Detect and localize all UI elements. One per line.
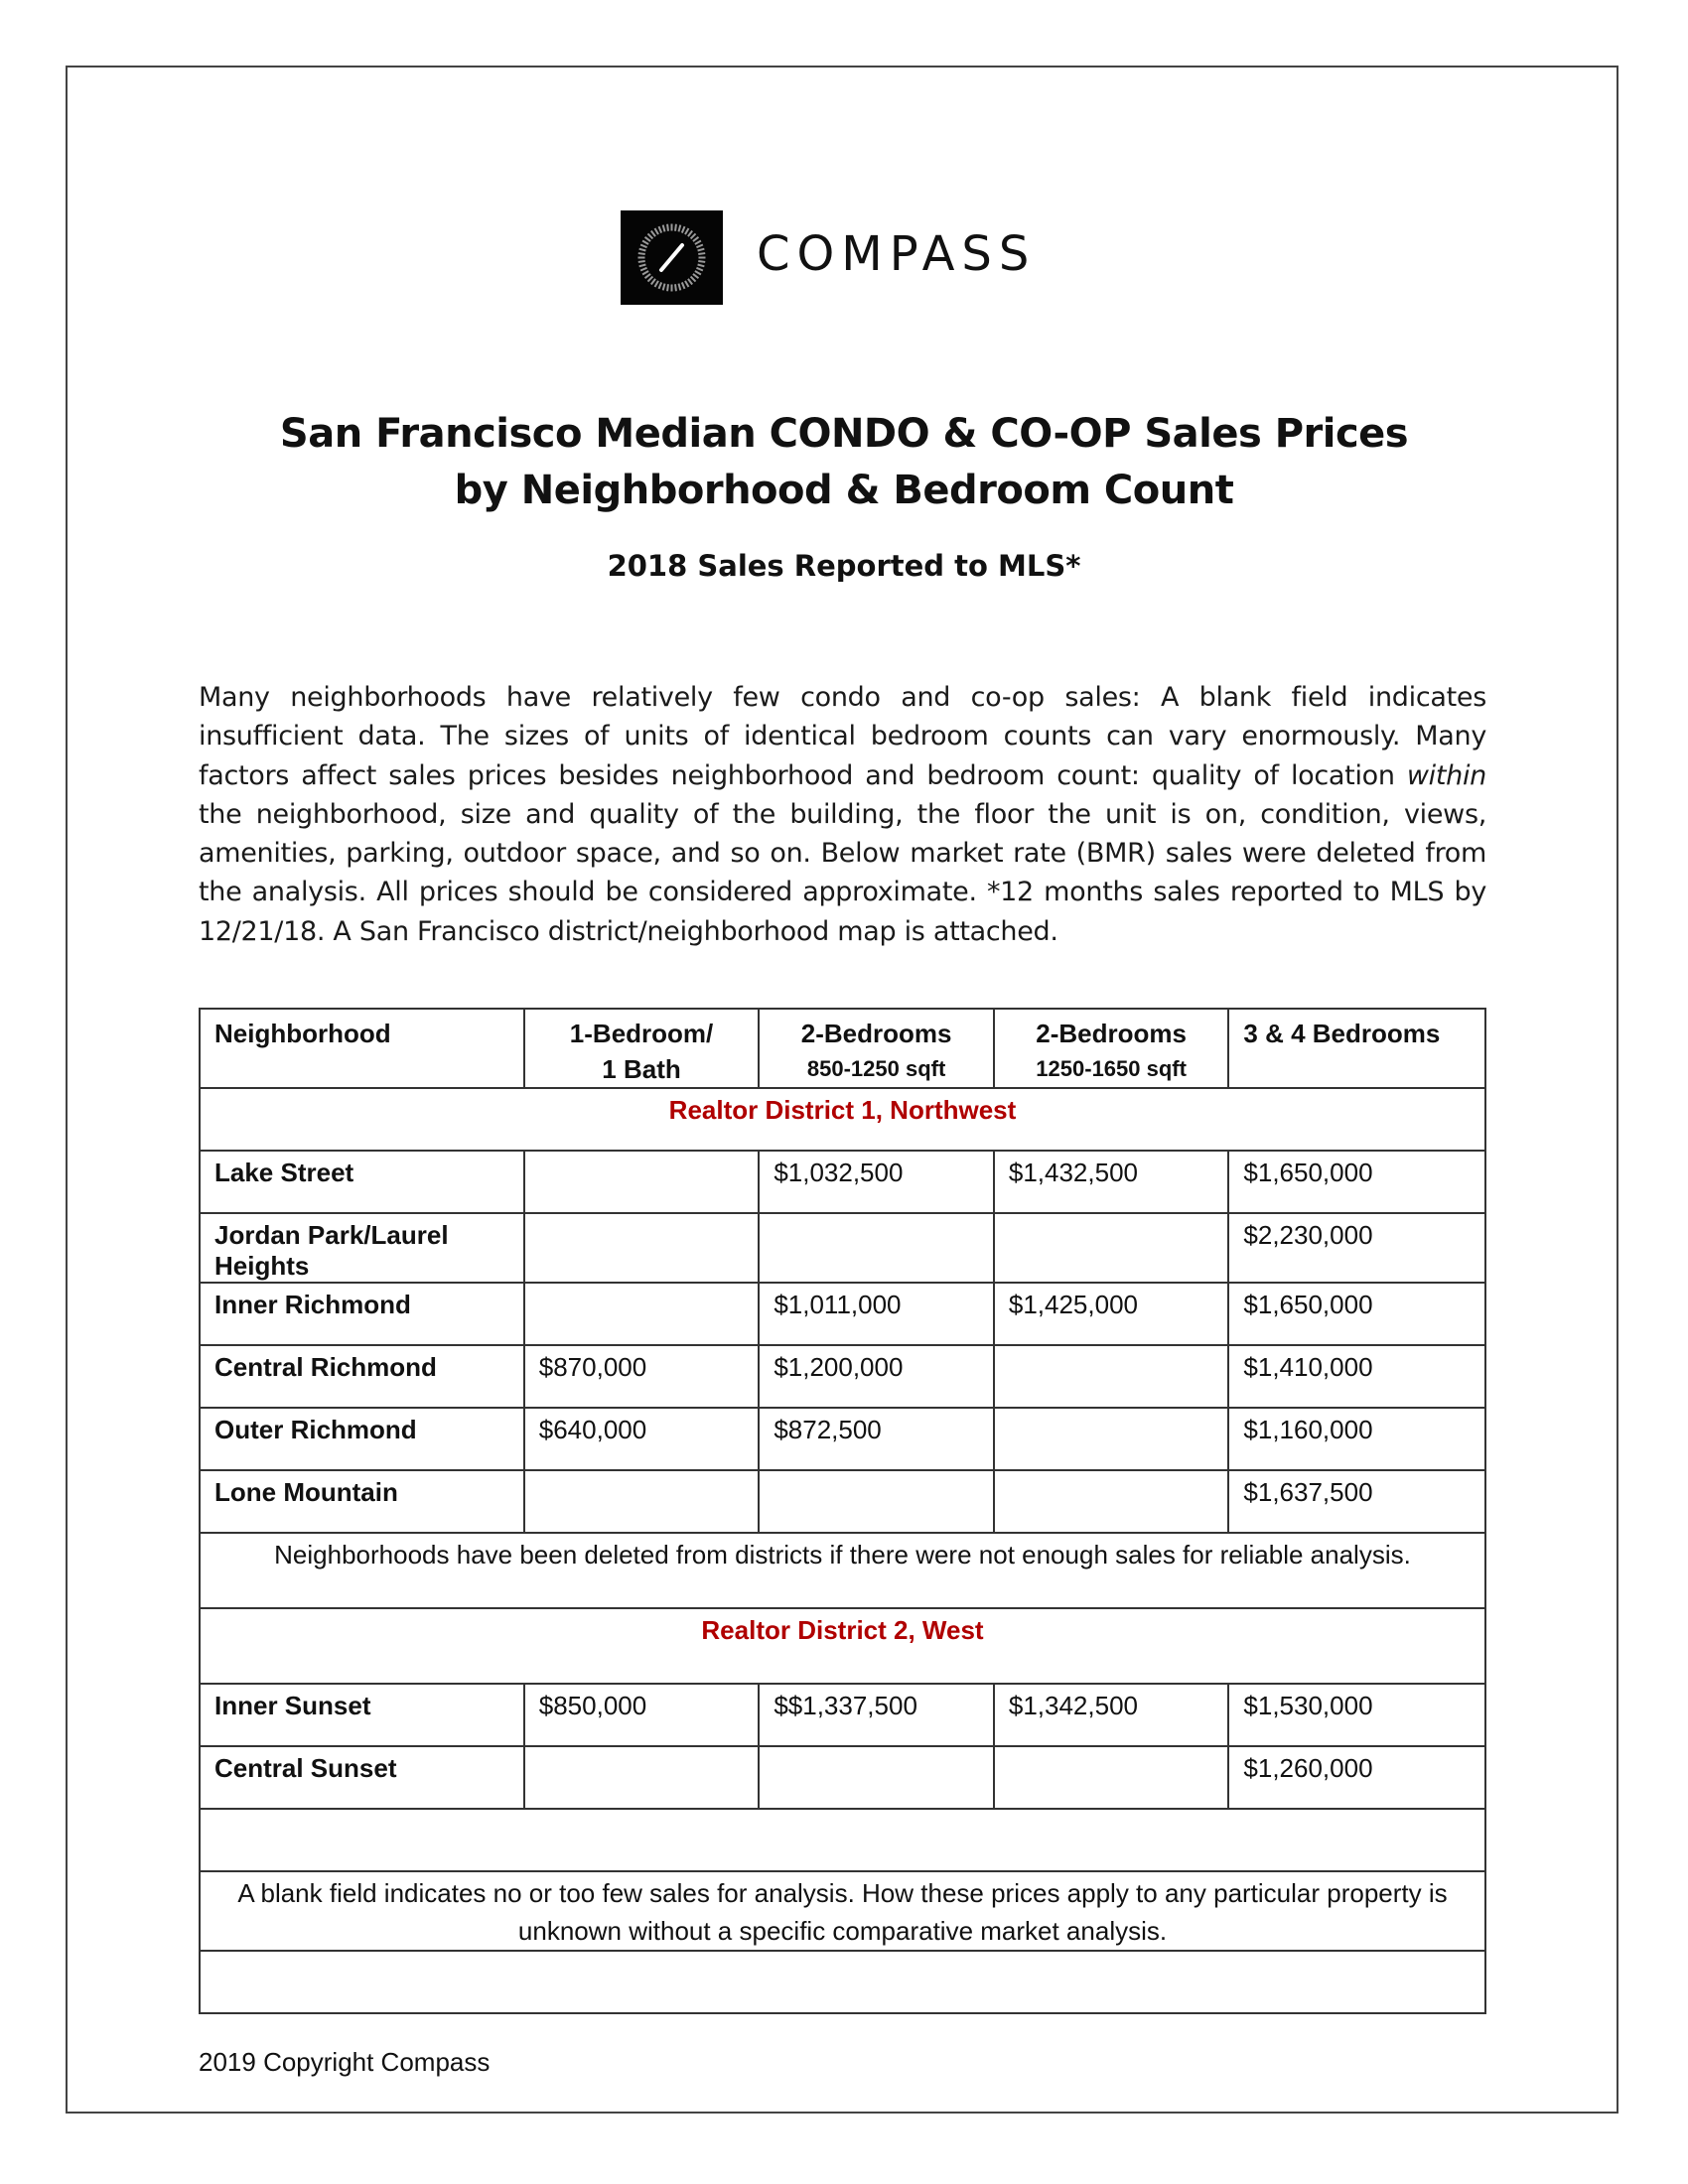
empty-row (200, 1809, 1485, 1871)
intro-paragraph (199, 678, 1486, 951)
price-2br-large (994, 1345, 1229, 1408)
dial-tick (655, 281, 659, 287)
price-1br (524, 1470, 760, 1533)
dial-tick (647, 233, 652, 238)
dial-tick (667, 284, 668, 291)
dial-tick (678, 225, 680, 232)
table-row (200, 1345, 1485, 1408)
footnote-row (200, 1871, 1485, 1951)
dial-tick (691, 277, 696, 282)
dial-tick (698, 261, 705, 262)
dial-tick (678, 284, 680, 291)
deleted-neighborhoods-note: Neighborhoods have been deleted from districts if there were not enough sales for reliable analysis. (200, 1533, 1485, 1608)
dial-tick (638, 253, 645, 254)
district-2-title-row (200, 1608, 1485, 1684)
price-2br-small (759, 1470, 994, 1533)
page-subtitle: 2018 Sales Reported to MLS* (607, 549, 1081, 583)
price-1br (524, 1283, 760, 1345)
neighborhood-name: Central Sunset (200, 1746, 524, 1809)
copyright-text: 2019 Copyright Compass (199, 2047, 491, 2077)
price-2br-large: $1,432,500 (994, 1151, 1229, 1213)
table-row (200, 1746, 1485, 1809)
price-2br-large (994, 1408, 1229, 1470)
compass-logo-icon (621, 210, 723, 305)
price-3-4br: $2,230,000 (1228, 1213, 1485, 1283)
compass-dial-icon (621, 210, 723, 305)
neighborhood-name: Lone Mountain (200, 1470, 524, 1533)
empty-cell (200, 1809, 1485, 1871)
empty-cell (200, 1951, 1485, 2013)
dial-tick (675, 284, 676, 291)
price-3-4br: $1,160,000 (1228, 1408, 1485, 1470)
price-2br-small: $1,200,000 (759, 1345, 994, 1408)
dial-tick (698, 249, 705, 251)
price-2br-large: $1,342,500 (994, 1684, 1229, 1746)
district-1-title: Realtor District 1, Northwest (200, 1088, 1485, 1151)
price-2br-small (759, 1213, 994, 1283)
dial-tick (698, 264, 705, 266)
table-row (200, 1684, 1485, 1746)
dial-tick (682, 226, 685, 232)
dial-tick (640, 268, 646, 271)
dial-tick (675, 224, 676, 231)
header-3-4-bedrooms: 3 & 4 Bedrooms (1228, 1009, 1485, 1088)
dial-tick (688, 231, 692, 237)
dial-tick (696, 244, 702, 247)
dial-tick (642, 271, 648, 275)
intro-text-2: the neighborhood, size and quality of the building, the floor the unit is on, condition, views, amenities, parking, outdoor space, and so on. Below market rate (BMR) sales were deleted from the analysis. All prices should be considered approximate. *12 months sales reported to MLS by 12/21/18. A San Francisco district/neighborhood map is attached. (199, 798, 1486, 947)
price-3-4br: $1,650,000 (1228, 1283, 1485, 1345)
intro-italic-within: within (1406, 759, 1486, 791)
dial-tick (642, 241, 648, 245)
dial-tick (655, 228, 659, 234)
neighborhood-name: Lake Street (200, 1151, 524, 1213)
blank-field-footnote: A blank field indicates no or too few sales for analysis. How these prices apply to any particular property is unknown without a specific comparative market analysis. (200, 1871, 1485, 1951)
table-row (200, 1408, 1485, 1470)
dial-tick (647, 277, 652, 282)
page-title-line-2: by Neighborhood & Bedroom Count (454, 468, 1234, 513)
price-2br-large: $1,425,000 (994, 1283, 1229, 1345)
dial-tick (682, 282, 685, 288)
empty-row (200, 1951, 1485, 2013)
dial-tick (691, 233, 696, 238)
price-2br-small: $872,500 (759, 1408, 994, 1470)
price-2br-large (994, 1470, 1229, 1533)
dial-tick (696, 268, 702, 271)
price-2br-small: $$1,337,500 (759, 1684, 994, 1746)
deleted-neighborhoods-note-row (200, 1533, 1485, 1608)
price-3-4br: $1,530,000 (1228, 1684, 1485, 1746)
dial-tick (667, 224, 668, 231)
price-1br: $850,000 (524, 1684, 760, 1746)
dial-tick (685, 228, 689, 234)
price-2br-large (994, 1746, 1229, 1809)
dial-tick (658, 226, 661, 232)
dial-tick (663, 225, 665, 232)
neighborhood-name: Inner Richmond (200, 1283, 524, 1345)
price-1br (524, 1151, 760, 1213)
price-2br-small: $1,011,000 (759, 1283, 994, 1345)
price-table (199, 1008, 1486, 2014)
table-row (200, 1151, 1485, 1213)
price-1br: $870,000 (524, 1345, 760, 1408)
intro-text-1: Many neighborhoods have relatively few condo and co-op sales: A blank field indicates insufficient data. The sizes of units of identical bedroom counts can vary enormously. Many factors affect sales prices besides neighborhood and bedroom count: quality of location (199, 682, 1486, 791)
header-1-bedroom: 1-Bedroom/ 1 Bath (524, 1009, 760, 1088)
dial-tick (658, 282, 661, 288)
dial-tick (651, 231, 655, 237)
dial-tick (698, 253, 705, 254)
dial-tick (685, 281, 689, 287)
dial-tick (639, 249, 646, 251)
neighborhood-name: Jordan Park/Laurel Heights (200, 1213, 524, 1283)
price-2br-large (994, 1213, 1229, 1283)
table-row (200, 1470, 1485, 1533)
neighborhood-name: Outer Richmond (200, 1408, 524, 1470)
price-3-4br: $1,410,000 (1228, 1345, 1485, 1408)
table-row (200, 1213, 1485, 1283)
dial-tick (688, 279, 692, 285)
price-1br (524, 1213, 760, 1283)
dial-tick (663, 284, 665, 291)
dial-tick (645, 274, 651, 278)
header-2-bedrooms-small: 2-Bedrooms 850-1250 sqft (759, 1009, 994, 1088)
price-3-4br: $1,650,000 (1228, 1151, 1485, 1213)
district-2-title: Realtor District 2, West (200, 1608, 1485, 1684)
district-1-title-row (200, 1088, 1485, 1151)
dial-tick (693, 237, 699, 241)
dial-tick (651, 279, 655, 285)
compass-wordmark: COMPASS (757, 226, 1037, 282)
price-2br-small (759, 1746, 994, 1809)
neighborhood-name: Inner Sunset (200, 1684, 524, 1746)
price-3-4br: $1,637,500 (1228, 1470, 1485, 1533)
dial-tick (695, 241, 701, 245)
dial-tick (645, 237, 651, 241)
price-1br (524, 1746, 760, 1809)
dial-tick (638, 261, 645, 262)
neighborhood-name: Central Richmond (200, 1345, 524, 1408)
dial-tick (640, 244, 646, 247)
table-row (200, 1283, 1485, 1345)
dial-tick (693, 274, 699, 278)
table-header-row (200, 1009, 1485, 1088)
dial-tick (639, 264, 646, 266)
dial-tick (695, 271, 701, 275)
header-2-bedrooms-large: 2-Bedrooms 1250-1650 sqft (994, 1009, 1229, 1088)
price-2br-small: $1,032,500 (759, 1151, 994, 1213)
page-title-line-1: San Francisco Median CONDO & CO-OP Sales Prices (279, 411, 1409, 457)
price-1br: $640,000 (524, 1408, 760, 1470)
price-3-4br: $1,260,000 (1228, 1746, 1485, 1809)
header-neighborhood: Neighborhood (200, 1009, 524, 1088)
